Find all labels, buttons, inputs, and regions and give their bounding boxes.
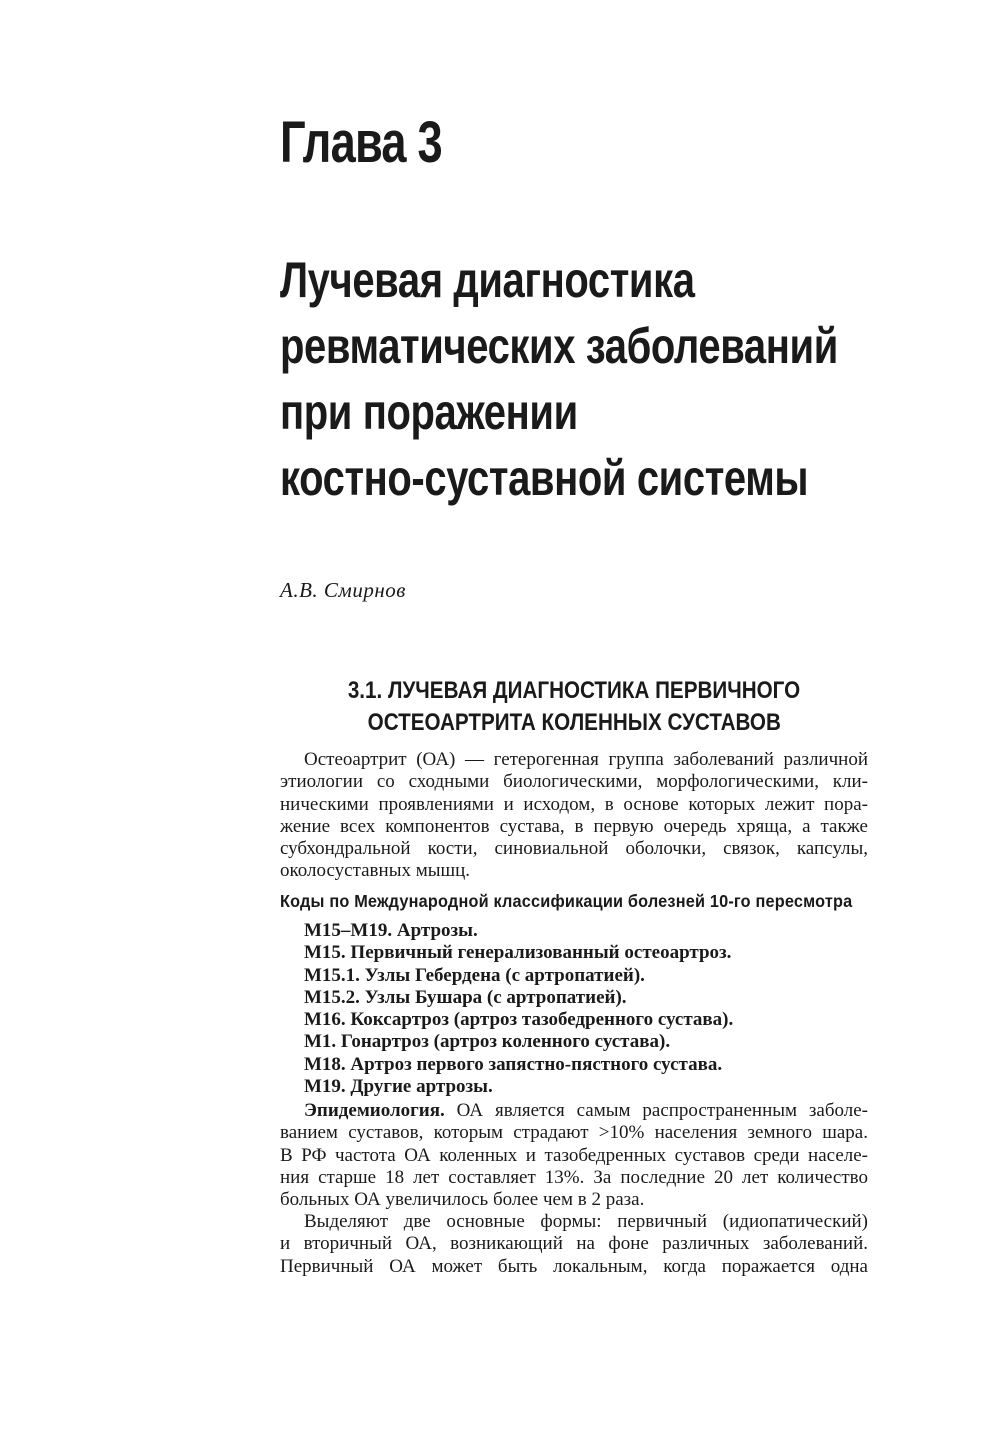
- icd-code-item: М15.2. Узлы Бушара (с артропатией).: [304, 986, 627, 1008]
- paragraph-line: и вторичный ОА, возникающий на фоне различных заболеваний.: [280, 1233, 868, 1255]
- paragraph-line: околосуставных мышц.: [280, 860, 471, 882]
- icd-code-item: М1. Гонартроз (артроз коленного сустава).: [304, 1031, 671, 1053]
- epidemiology-label: Эпидемиология.: [304, 1100, 445, 1121]
- icd-codes-list: [304, 920, 733, 1098]
- paragraph-line: Остеоартрит (ОА) — гетерогенная группа заболеваний различной: [304, 749, 868, 770]
- icd-code-item: М15. Первичный генерализованный остеоартроз.: [304, 942, 732, 964]
- paragraph-line: субхондральной кости, синовиальной оболочки, связок, капсулы,: [280, 838, 868, 860]
- chapter-label: Глава 3: [280, 110, 442, 175]
- epidemiology-paragraph: [280, 1100, 868, 1211]
- paragraph-line: больных ОА увеличилось более чем в 2 раза.: [280, 1189, 645, 1211]
- paragraph-line: ническими проявлениями и исходом, в основе которых лежит пора-: [280, 793, 868, 815]
- paragraph-line: [280, 1100, 868, 1122]
- epidemiology-first-line: ОА является самым распространенным заболе-: [444, 1100, 868, 1121]
- paragraph-line: этиологии со сходными биологическими, морфологическими, кли-: [280, 771, 868, 793]
- forms-paragraph: [280, 1211, 868, 1278]
- icd-code-item: М15–М19. Артрозы.: [304, 920, 478, 941]
- paragraph-line: Выделяют две основные формы: первичный (идиопатический): [304, 1211, 868, 1232]
- paragraph-line: Первичный ОА может быть локальным, когда поражается одна: [280, 1255, 868, 1277]
- icd-code-item: М15.1. Узлы Гебердена (с артропатией).: [304, 964, 645, 986]
- chapter-title-line: ревматических заболеваний: [280, 318, 838, 374]
- paragraph-line: ния старше 18 лет составляет 13%. За последние 20 лет количество: [280, 1166, 868, 1188]
- author-name: А.В. Смирнов: [280, 578, 406, 602]
- paragraph-line: В РФ частота ОА коленных и тазобедренных суставов среди населе-: [280, 1144, 868, 1166]
- icd-code-item: М19. Другие артрозы.: [304, 1076, 493, 1098]
- icd-codes-heading: Коды по Международной классификации болезней 10-го пересмотра: [280, 891, 853, 911]
- paragraph-line: жение всех компонентов сустава, в первую очередь хряща, а также: [280, 815, 868, 837]
- chapter-title: [280, 247, 838, 511]
- intro-paragraph: [280, 749, 868, 883]
- paragraph-line: ванием суставов, которым страдают >10% населения земного шара.: [280, 1122, 868, 1144]
- icd-code-item: М16. Коксартроз (артроз тазобедренного сустава).: [304, 1009, 734, 1031]
- section-heading-line: 3.1. ЛУЧЕВАЯ ДИАГНОСТИКА ПЕРВИЧНОГО: [347, 677, 801, 704]
- chapter-title-line: при поражении: [280, 384, 578, 440]
- chapter-title-line: Лучевая диагностика: [280, 252, 695, 308]
- chapter-title-line: костно-суставной системы: [280, 450, 809, 506]
- section-heading: [280, 675, 868, 739]
- icd-code-item: М18. Артроз первого запястно-пястного сустава.: [304, 1053, 723, 1075]
- section-heading-line: ОСТЕОАРТРИТА КОЛЕННЫХ СУСТАВОВ: [367, 709, 781, 736]
